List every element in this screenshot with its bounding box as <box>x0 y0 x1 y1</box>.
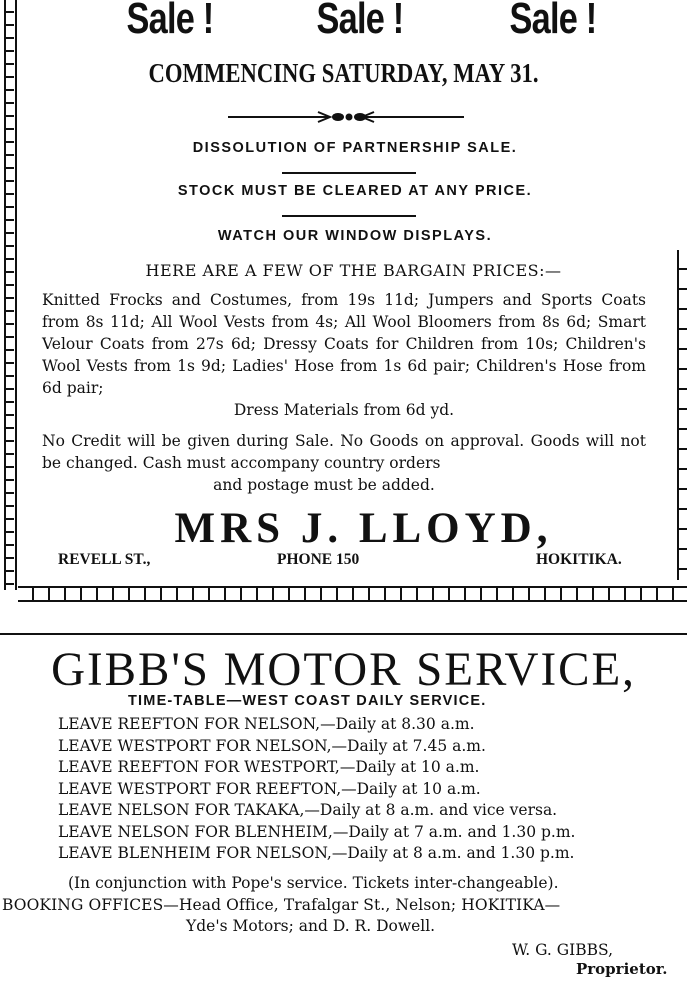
schedule-line: LEAVE REEFTON FOR WESTPORT,—Daily at 10 a.m. <box>58 758 480 776</box>
bargain-heading: HERE ARE A FEW OF THE BARGAIN PRICES:— <box>145 261 562 280</box>
commencing-date: COMMENCING SATURDAY, MAY 31. <box>148 58 539 88</box>
schedule-line: LEAVE NELSON FOR TAKAKA,—Daily at 8 a.m. and vice versa. <box>58 801 558 819</box>
signature-title: Proprietor. <box>576 960 668 978</box>
bargain-prices-last: Dress Materials from 6d yd. <box>233 401 455 419</box>
schedule-line: LEAVE BLENHEIM FOR NELSON,—Daily at 8 a.m. and 1.30 p.m. <box>58 844 575 862</box>
schedule-line: LEAVE WESTPORT FOR NELSON,—Daily at 7.45 a.m. <box>58 736 486 755</box>
signature-name: W. G. GIBBS, <box>512 941 614 959</box>
bargain-prices <box>42 289 646 421</box>
address-street: REVELL ST., <box>58 551 151 568</box>
schedule-line: LEAVE NELSON FOR BLENHEIM,—Daily at 7 a.m. and 1.30 p.m. <box>58 822 576 841</box>
address-town: HOKITIKA. <box>536 551 622 568</box>
credit-terms-last: and postage must be added. <box>213 476 435 494</box>
ornament-divider <box>228 110 464 124</box>
booking-offices-line2: Yde's Motors; and D. R. Dowell. <box>186 917 436 935</box>
bargain-prices-text: Knitted Frocks and Costumes, from 19s 11d; Jumpers and Sports Coats from 8s 11d; All Wool Vests from 4s; All Wool Bloomers from 8s 6d; Smart Velour Coats from 27s 6d; Dressy Coats for Children from 10s; Children's Wool Vests from 1s 9d; Ladies' Hose from 1s 6d pair; Children's Hose from 6d pair; <box>42 291 646 397</box>
sale-banner <box>20 0 687 54</box>
headline-window: WATCH OUR WINDOW DISPLAYS. <box>217 228 493 244</box>
motor-service-title: GIBB'S MOTOR SERVICE, <box>51 643 636 696</box>
booking-offices-line1: BOOKING OFFICES—Head Office, Trafalgar St., Nelson; HOKITIKA— <box>2 896 561 914</box>
timetable-list <box>58 714 575 865</box>
left-border-ticks <box>4 0 14 588</box>
credit-terms <box>42 430 646 496</box>
rule-1 <box>282 172 416 174</box>
rule-2 <box>282 215 416 217</box>
proprietor-name: MRS J. LLOYD, <box>174 505 553 552</box>
sale-word-1: Sale ! <box>126 0 214 43</box>
headline-stock: STOCK MUST BE CLEARED AT ANY PRICE. <box>177 183 533 199</box>
service-note: (In conjunction with Pope's service. Tickets inter-changeable). <box>68 874 559 892</box>
headline-dissolution: DISSOLUTION OF PARTNERSHIP SALE. <box>192 140 518 156</box>
sale-word-3: Sale ! <box>509 0 597 43</box>
column-divider <box>0 633 687 635</box>
sale-word-2: Sale ! <box>316 0 404 43</box>
schedule-line: LEAVE WESTPORT FOR REEFTON,—Daily at 10 a.m. <box>58 779 481 798</box>
phone-number: PHONE 150 <box>277 551 360 568</box>
bottom-ornamental-border <box>18 586 687 602</box>
schedule-line: LEAVE REEFTON FOR NELSON,—Daily at 8.30 a.m. <box>58 715 475 733</box>
credit-terms-text: No Credit will be given during Sale. No Goods on approval. Goods will not be changed. Cash must accompany country orders <box>42 432 646 472</box>
timetable-subtitle: TIME-TABLE—WEST COAST DAILY SERVICE. <box>128 693 487 709</box>
